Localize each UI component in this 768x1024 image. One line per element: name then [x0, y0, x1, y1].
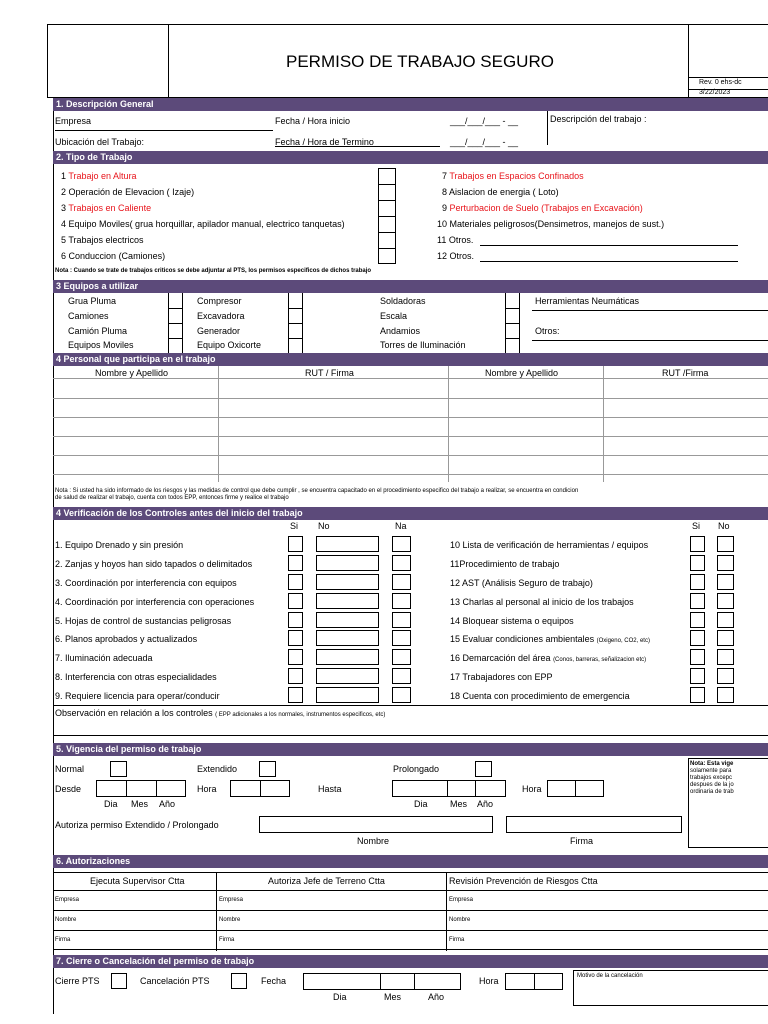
control-left-5-na[interactable]	[392, 612, 411, 628]
control-right-13-no[interactable]	[717, 593, 734, 609]
control-left-6-na[interactable]	[392, 630, 411, 646]
control-right-15-no[interactable]	[717, 630, 734, 646]
no-header-right: No	[718, 521, 730, 531]
otros-equipos-label: Otros:	[535, 326, 560, 336]
control-left-7-no[interactable]	[316, 649, 379, 665]
equipo-col2-3: Generador	[197, 326, 241, 336]
section-3-header: 3 Equipos a utilizar	[53, 280, 768, 293]
fecha-inicio-label: Fecha / Hora inicio	[275, 116, 351, 126]
hasta-mes-label: Mes	[450, 799, 468, 809]
control-left-7-si[interactable]	[288, 649, 303, 665]
tipo-trabajo-right-10: 10 Materiales peligrosos(Densimetros, manejos de sust.)	[437, 219, 665, 229]
section-1-header: 1. Descripción General	[53, 98, 768, 111]
control-right-15-si[interactable]	[690, 630, 705, 646]
fecha-inicio-field[interactable]: ___/___/___ - __	[450, 116, 519, 126]
autorizacion-firma-2: Firma	[219, 937, 235, 943]
control-left-8-si[interactable]	[288, 668, 303, 684]
desde-mes-label: Mes	[131, 799, 149, 809]
hasta-hora-label: Hora	[522, 784, 542, 794]
tipo-trabajo-left-2: 2 Operación de Elevacion ( Izaje)	[61, 187, 195, 197]
control-right-16-si[interactable]	[690, 649, 705, 665]
tipo-trabajo-left-4: 4 Equipo Moviles( grua horquillar, apilador manual, electrico tanquetas)	[61, 219, 345, 229]
col-autoriza: Autoriza Jefe de Terreno Ctta	[268, 876, 385, 886]
control-right-11-no[interactable]	[717, 555, 734, 571]
control-right-10-si[interactable]	[690, 536, 705, 552]
control-right-14-no[interactable]	[717, 612, 734, 628]
prolongado-checkbox[interactable]	[475, 761, 492, 777]
col-ejecuta: Ejecuta Supervisor Ctta	[90, 876, 185, 886]
col-nombre-2: Nombre y Apellido	[485, 368, 559, 378]
equipo-col2-1: Compresor	[197, 296, 242, 306]
normal-checkbox[interactable]	[110, 761, 127, 777]
tipo-trabajo-right-7: 7 Trabajos en Espacios Confinados	[442, 171, 584, 181]
vigencia-nota-line-3: trabajos excepc	[690, 775, 733, 781]
equipo-col3-4: Torres de Iluminación	[380, 340, 466, 350]
equipo-col3-3: Andamios	[380, 326, 421, 336]
control-right-13-si[interactable]	[690, 593, 705, 609]
section-7-header: 7. Cierre o Cancelación del permiso de trabajo	[53, 955, 768, 968]
vigencia-nota-line-1: Nota: Esta vige	[690, 761, 734, 767]
control-left-1: 1. Equipo Drenado y sin presión	[55, 540, 184, 550]
cierre-checkbox[interactable]	[111, 973, 127, 989]
equipo-col3-2: Escala	[380, 311, 408, 321]
control-right-12: 12 AST (Análisis Seguro de trabajo)	[450, 578, 593, 588]
cierre-mes-label: Mes	[384, 992, 402, 1002]
autorizacion-firma-1: Firma	[55, 937, 71, 943]
control-left-2-na[interactable]	[392, 555, 411, 571]
control-left-1-na[interactable]	[392, 536, 411, 552]
autorizacion-firma-3: Firma	[449, 937, 465, 943]
control-left-9-no[interactable]	[316, 687, 379, 703]
autorizacion-empresa-1: Empresa	[55, 897, 80, 903]
control-left-4-si[interactable]	[288, 593, 303, 609]
desde-hora-label: Hora	[197, 784, 217, 794]
control-left-9-na[interactable]	[392, 687, 411, 703]
control-left-3-si[interactable]	[288, 574, 303, 590]
autoriza-firma-field[interactable]	[506, 816, 682, 833]
hasta-anio-label: Año	[477, 799, 494, 809]
control-right-16: 16 Demarcación del área (Conos, barreras, señalizacion etc)	[450, 653, 647, 663]
prolongado-label: Prolongado	[393, 764, 440, 774]
normal-label: Normal	[55, 764, 85, 774]
tipo-trabajo-left-6: 6 Conduccion (Camiones)	[61, 251, 166, 261]
control-left-3-no[interactable]	[316, 574, 379, 590]
cierre-dia-label: Dia	[333, 992, 347, 1002]
nota-personal-2: de salud de realizar el trabajo, cuenta con todos EPP, entonces firme y realice el trabajo	[55, 495, 289, 501]
form-title: PERMISO DE TRABAJO SEGURO	[286, 52, 554, 71]
control-right-10-no[interactable]	[717, 536, 734, 552]
tipo-trabajo-right-12: 12 Otros.	[437, 251, 475, 261]
herramientas-neumaticas-label: Herramientas Neumáticas	[535, 296, 640, 306]
autorizacion-nombre-2: Nombre	[219, 917, 241, 923]
control-left-3: 3. Coordinación por interferencia con equipos	[55, 578, 237, 588]
nota-personal-1: Nota : Si usted ha sido informado de los riesgos y las medidas de control que debe cumplir , se encuentra capacitado en el procedimiento especifico del trabajo a realizar, se encuentra en condicion	[55, 488, 579, 494]
tipo-trabajo-left-5: 5 Trabajos electricos	[61, 235, 144, 245]
firma-caption: Firma	[570, 836, 593, 846]
control-left-2-si[interactable]	[288, 555, 303, 571]
desde-dia-label: Dia	[104, 799, 118, 809]
cierre-fecha-label: Fecha	[261, 976, 287, 986]
control-right-16-no[interactable]	[717, 649, 734, 665]
control-left-2: 2. Zanjas y hoyos han sido tapados o delimitados	[55, 559, 253, 569]
nombre-caption: Nombre	[357, 836, 390, 846]
control-right-18-si[interactable]	[690, 687, 705, 703]
motivo-cancelacion-label: Motivo de la cancelación	[577, 973, 643, 979]
autoriza-nombre-field[interactable]	[259, 816, 493, 833]
control-left-1-no[interactable]	[316, 536, 379, 552]
cancelacion-label: Cancelación PTS	[140, 976, 210, 986]
control-right-14: 14 Bloquear sistema o equipos	[450, 616, 574, 626]
hasta-date-field[interactable]	[392, 780, 506, 797]
control-left-5-no[interactable]	[316, 612, 379, 628]
cierre-anio-label: Año	[428, 992, 445, 1002]
control-right-17: 17 Trabajadores con EPP	[450, 672, 553, 682]
hasta-label: Hasta	[318, 784, 342, 794]
extendido-label: Extendido	[197, 764, 238, 774]
control-right-15: 15 Evaluar condiciones ambientales (Oxigeno, CO2, etc)	[450, 634, 650, 644]
control-left-8: 8. Interferencia con otras especialidades	[55, 672, 217, 682]
col-revision: Revisión Prevención de Riesgos Ctta	[449, 876, 598, 886]
si-header: Si	[290, 521, 299, 531]
vigencia-nota-line-2: solamente para	[690, 768, 732, 774]
section-2-header: 2. Tipo de Trabajo	[53, 151, 768, 164]
cierre-hora-label: Hora	[479, 976, 499, 986]
no-header: No	[318, 521, 330, 531]
tipo-trabajo-right-11: 11 Otros.	[437, 235, 474, 245]
section-5-header: 5. Vigencia del permiso de trabajo	[53, 743, 768, 756]
autoriza-label: Autoriza permiso Extendido / Prolongado	[55, 820, 219, 830]
hasta-dia-label: Dia	[414, 799, 428, 809]
section-4v-header: 4 Verificación de los Controles antes del inicio del trabajo	[53, 507, 768, 520]
autorizacion-nombre-3: Nombre	[449, 917, 471, 923]
fecha-termino-label: Fecha / Hora de Termino	[275, 137, 374, 147]
control-left-9-si[interactable]	[288, 687, 303, 703]
desde-date-field[interactable]	[96, 780, 186, 797]
descripcion-label: Descripción del trabajo :	[550, 114, 647, 124]
control-left-8-na[interactable]	[392, 668, 411, 684]
equipo-col1-1: Grua Pluma	[68, 296, 117, 306]
nota-criticos: Nota : Cuando se trate de trabajos criticos se debe adjuntar al PTS, los permisos especificos de dichos trabajo	[55, 268, 372, 274]
fecha-termino-field[interactable]: ___/___/___ - __	[450, 137, 519, 147]
control-left-5: 5. Hojas de control de sustancias peligrosas	[55, 616, 232, 626]
control-left-6-no[interactable]	[316, 630, 379, 646]
control-left-1-si[interactable]	[288, 536, 303, 552]
control-left-4-na[interactable]	[392, 593, 411, 609]
empresa-label: Empresa	[55, 116, 92, 126]
control-right-10: 10 Lista de verificación de herramientas / equipos	[450, 540, 649, 550]
control-left-6-si[interactable]	[288, 630, 303, 646]
cancelacion-checkbox[interactable]	[231, 973, 247, 989]
vigencia-nota-line-5: ordinaria de trab	[690, 789, 734, 795]
section-4-header: 4 Personal que participa en el trabajo	[53, 353, 768, 366]
control-right-17-no[interactable]	[717, 668, 734, 684]
autorizacion-empresa-3: Empresa	[449, 897, 474, 903]
control-right-11-si[interactable]	[690, 555, 705, 571]
cierre-fecha-field[interactable]	[303, 973, 461, 990]
desde-anio-label: Año	[159, 799, 176, 809]
control-right-18: 18 Cuenta con procedimiento de emergencia	[450, 691, 630, 701]
revision-date: 3/22/2023	[699, 89, 731, 96]
control-right-12-si[interactable]	[690, 574, 705, 590]
control-left-7: 7. Iluminación adecuada	[55, 653, 153, 663]
col-nombre-1: Nombre y Apellido	[95, 368, 169, 378]
control-right-12-no[interactable]	[717, 574, 734, 590]
col-rut-1: RUT / Firma	[305, 368, 354, 378]
na-header: Na	[395, 521, 407, 531]
equipo-col1-3: Camión Pluma	[68, 326, 128, 336]
control-right-14-si[interactable]	[690, 612, 705, 628]
equipo-col1-2: Camiones	[68, 311, 109, 321]
section-6-header: 6. Autorizaciones	[53, 855, 768, 868]
tipo-trabajo-right-8: 8 Aislacion de energia ( Loto)	[442, 187, 559, 197]
autorizacion-empresa-2: Empresa	[219, 897, 244, 903]
cierre-label: Cierre PTS	[55, 976, 100, 986]
control-left-7-na[interactable]	[392, 649, 411, 665]
control-right-13: 13 Charlas al personal al inicio de los trabajos	[450, 597, 634, 607]
control-left-6: 6. Planos aprobados y actualizados	[55, 634, 198, 644]
control-left-4: 4. Coordinación por interferencia con operaciones	[55, 597, 255, 607]
si-header-right: Si	[692, 521, 701, 531]
desde-label: Desde	[55, 784, 82, 794]
revision-label: Rev. 0 ehs-dc	[699, 79, 742, 86]
control-left-3-na[interactable]	[392, 574, 411, 590]
equipo-col2-2: Excavadora	[197, 311, 245, 321]
col-rut-2: RUT /Firma	[662, 368, 709, 378]
control-left-5-si[interactable]	[288, 612, 303, 628]
control-left-2-no[interactable]	[316, 555, 379, 571]
tipo-trabajo-right-9: 9 Perturbacion de Suelo (Trabajos en Excavación)	[442, 203, 643, 213]
equipo-col1-4: Equipos Moviles	[68, 340, 134, 350]
vigencia-nota-line-4: despues de la jo	[690, 782, 734, 788]
control-right-18-no[interactable]	[717, 687, 734, 703]
tipo-trabajo-left-3: 3 Trabajos en Caliente	[61, 203, 152, 213]
control-right-11: 11Procedimiento de trabajo	[450, 559, 560, 569]
personal-table[interactable]	[53, 366, 768, 482]
control-left-9: 9. Requiere licencia para operar/conducir	[55, 691, 220, 701]
autorizacion-nombre-1: Nombre	[55, 917, 77, 923]
tipo-trabajo-left-1: 1 Trabajo en Altura	[61, 171, 137, 181]
ubicacion-label: Ubicación del Trabajo:	[55, 137, 145, 147]
equipo-col2-4: Equipo Oxicorte	[197, 340, 262, 350]
control-left-8-no[interactable]	[316, 668, 379, 684]
control-left-4-no[interactable]	[316, 593, 379, 609]
equipo-col3-1: Soldadoras	[380, 296, 426, 306]
control-right-17-si[interactable]	[690, 668, 705, 684]
observacion-label: Observación en relación a los controles ( EPP adicionales a los normales, instrumentos especificos, etc)	[55, 708, 386, 718]
extendido-checkbox[interactable]	[259, 761, 276, 777]
